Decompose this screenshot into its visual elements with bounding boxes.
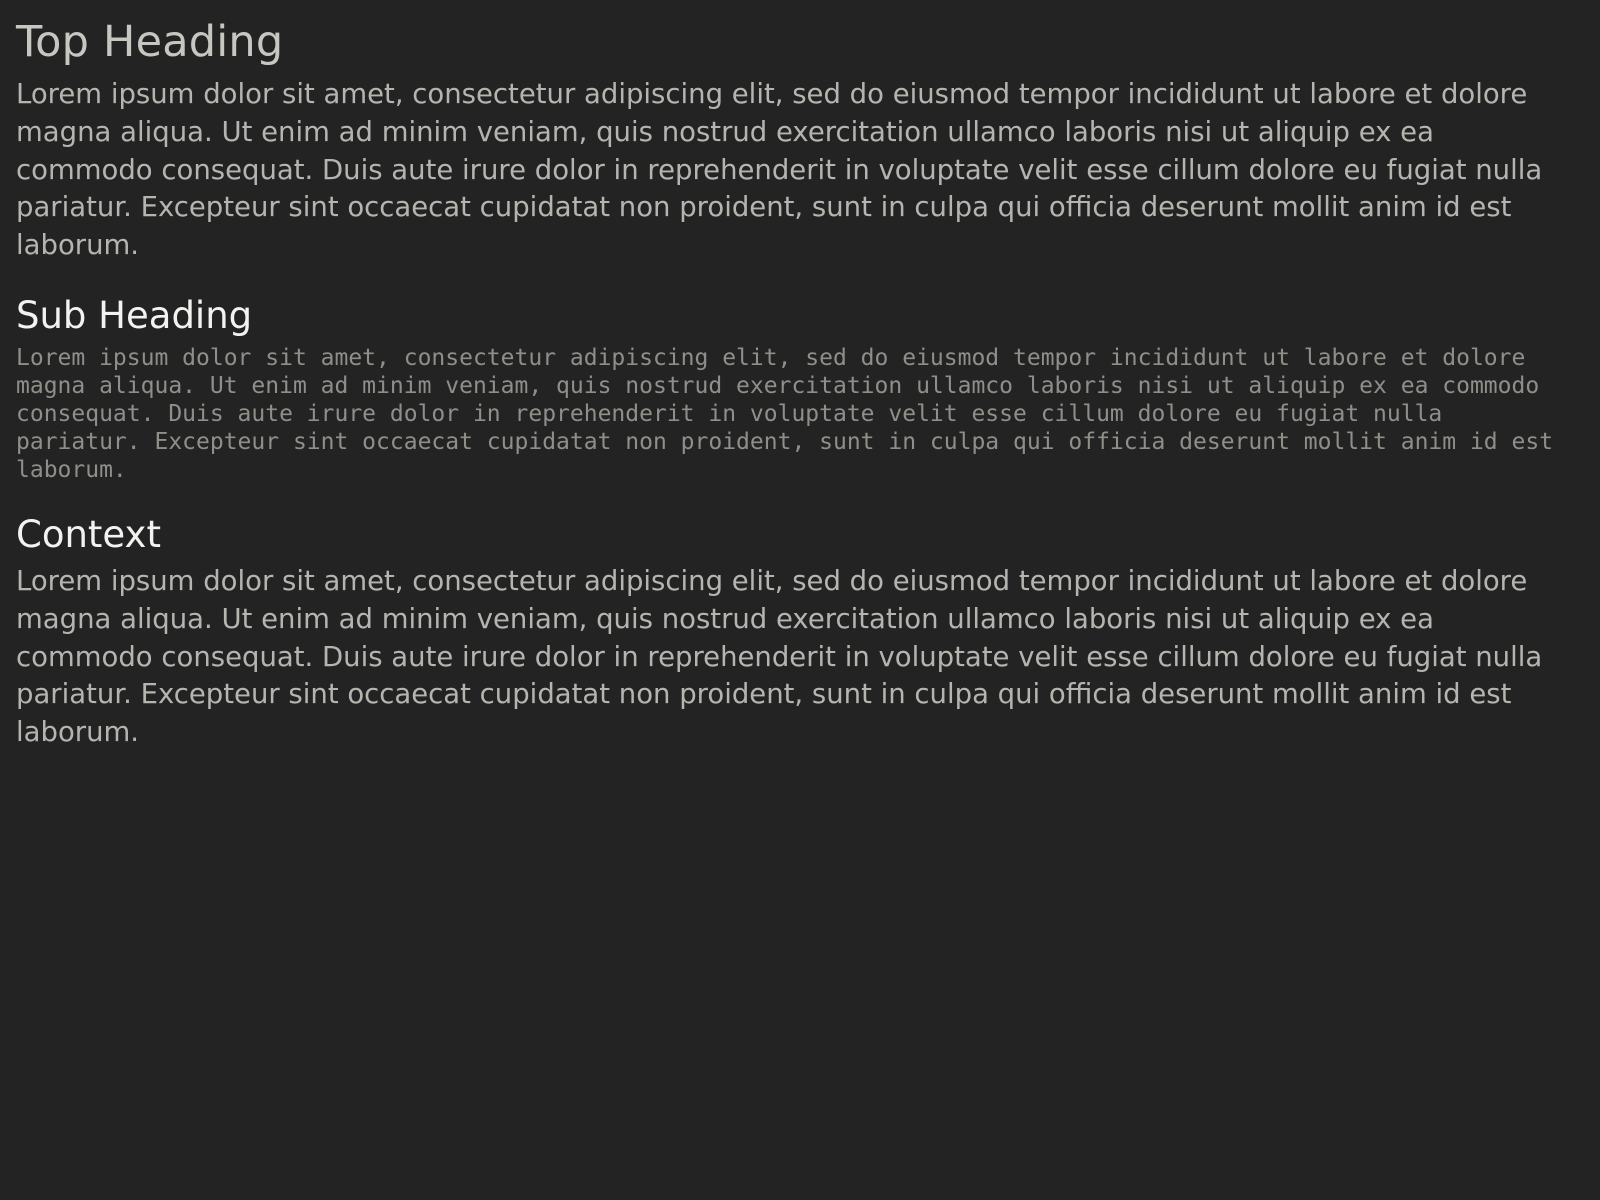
mono-paragraph: Lorem ipsum dolor sit amet, consectetur adipiscing elit, sed do eiusmod tempor incididunt ut labore et dolore magna aliqua. Ut enim ad minim veniam, quis nostrud exercitation ullamco laboris nisi ut aliquip ex ea commodo consequat. Duis aute irure dolor in reprehenderit in voluptate velit esse cillum dolore eu fugiat nulla pariatur. Excepteur sint occaecat cupidatat non proident, sunt in culpa qui officia deserunt mollit anim id est laborum. [16, 344, 1567, 484]
sub-heading: Sub Heading [16, 293, 253, 337]
intro-paragraph: Lorem ipsum dolor sit amet, consectetur adipiscing elit, sed do eiusmod tempor incididunt ut labore et dolore magna aliqua. Ut enim ad minim veniam, quis nostrud exercitation ullamco laboris nisi ut aliquip ex ea commodo consequat. Duis aute irure dolor in reprehenderit in voluptate velit esse cillum dolore eu fugiat nulla pariatur. Excepteur sint occaecat cupidatat non proident, sunt in culpa qui officia deserunt mollit anim id est laborum. [16, 78, 1543, 262]
page-title: Top Heading [16, 17, 284, 67]
sub-heading-section [16, 293, 1584, 484]
context-paragraph: Lorem ipsum dolor sit amet, consectetur adipiscing elit, sed do eiusmod tempor incididunt ut labore et dolore magna aliqua. Ut enim ad minim veniam, quis nostrud exercitation ullamco laboris nisi ut aliquip ex ea commodo consequat. Duis aute irure dolor in reprehenderit in voluptate velit esse cillum dolore eu fugiat nulla pariatur. Excepteur sint occaecat cupidatat non proident, sunt in culpa qui officia deserunt mollit anim id est laborum. [16, 565, 1543, 748]
context-section [16, 512, 1584, 751]
context-heading: Context [16, 513, 161, 557]
top-section [16, 16, 1584, 265]
